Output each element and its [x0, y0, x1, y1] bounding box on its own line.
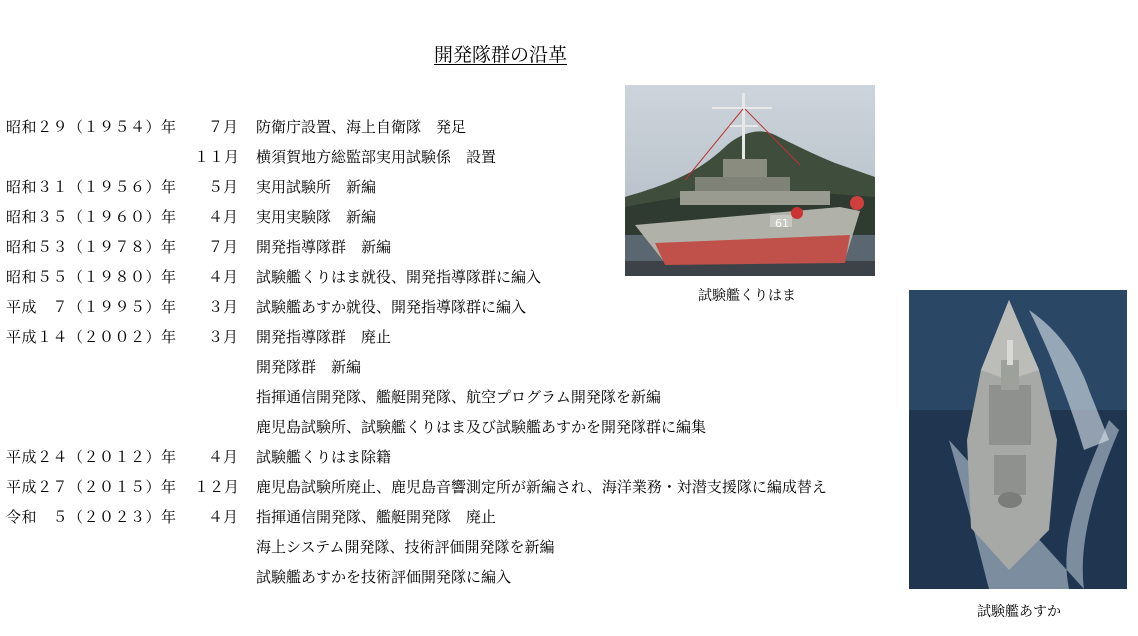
- timeline-event: 開発指導隊群 廃止: [256, 328, 392, 346]
- timeline-month: ４月: [207, 448, 238, 466]
- timeline-row: [0, 442, 900, 472]
- timeline-month: ７月: [207, 238, 238, 256]
- timeline-row: [0, 472, 900, 502]
- timeline-month: １２月: [194, 478, 240, 496]
- timeline-event: 鹿児島試験所廃止、鹿児島音響測定所が新編され、海洋業務・対潜支援隊に編成替え: [256, 478, 827, 496]
- timeline-month: ４月: [207, 508, 238, 526]
- timeline-event: 指揮通信開発隊、艦艇開発隊、航空プログラム開発隊を新編: [256, 388, 661, 406]
- timeline-era: 平成１４（２００２）年: [6, 328, 177, 346]
- timeline-event: 海上システム開発隊、技術評価開発隊を新編: [256, 538, 555, 556]
- timeline-era: 昭和２９（１９５４）年: [6, 118, 177, 136]
- kurihama-photo: [625, 85, 875, 276]
- timeline-era: 平成２４（２０１２）年: [6, 448, 177, 466]
- timeline-event: 指揮通信開発隊、艦艇開発隊 廃止: [256, 508, 497, 526]
- timeline-era: 昭和３５（１９６０）年: [6, 208, 177, 226]
- timeline-event: 横須賀地方総監部実用試験係 設置: [256, 148, 497, 166]
- page-title: 開発隊群の沿革: [434, 44, 568, 66]
- timeline-row: [0, 502, 900, 532]
- timeline-event: 試験艦くりはま就役、開発指導隊群に編入: [256, 268, 542, 286]
- timeline-month: ３月: [207, 328, 238, 346]
- timeline-row: [0, 352, 900, 382]
- timeline-month: ５月: [207, 178, 238, 196]
- timeline-month: ３月: [207, 298, 238, 316]
- timeline-event: 開発隊群 新編: [256, 358, 362, 376]
- timeline-event: 試験艦あすか就役、開発指導隊群に編入: [256, 298, 527, 316]
- timeline-event: 鹿児島試験所、試験艦くりはま及び試験艦あすかを開発隊群に編集: [256, 418, 707, 436]
- timeline-month: ４月: [207, 208, 238, 226]
- kurihama-caption: 試験艦くりはま: [698, 288, 796, 304]
- timeline-row: [0, 562, 900, 592]
- timeline-event: 実用試験所 新編: [256, 178, 377, 196]
- timeline-era: 平成 ７（１９９５）年: [6, 298, 177, 316]
- hull-number-label: 61: [775, 217, 789, 230]
- timeline-row: [0, 532, 900, 562]
- timeline-month: ７月: [207, 118, 238, 136]
- timeline-era: 令和 ５（２０２３）年: [6, 508, 177, 526]
- timeline-month: １１月: [194, 148, 240, 166]
- timeline-event: 試験艦くりはま除籍: [256, 448, 392, 466]
- timeline-event: 実用実験隊 新編: [256, 208, 377, 226]
- timeline-row: [0, 322, 900, 352]
- timeline-event: 開発指導隊群 新編: [256, 238, 392, 256]
- timeline-era: 昭和５５（１９８０）年: [6, 268, 177, 286]
- timeline-event: 試験艦あすかを技術評価開発隊に編入: [256, 568, 512, 586]
- timeline-row: [0, 382, 900, 412]
- timeline-event: 防衛庁設置、海上自衛隊 発足: [256, 118, 467, 136]
- asuka-caption: 試験艦あすか: [977, 604, 1061, 620]
- timeline-row: [0, 412, 900, 442]
- timeline-era: 昭和３１（１９５６）年: [6, 178, 177, 196]
- timeline-month: ４月: [207, 268, 238, 286]
- timeline-era: 昭和５３（１９７８）年: [6, 238, 177, 256]
- asuka-photo: [909, 290, 1127, 589]
- timeline-era: 平成２７（２０１５）年: [6, 478, 177, 496]
